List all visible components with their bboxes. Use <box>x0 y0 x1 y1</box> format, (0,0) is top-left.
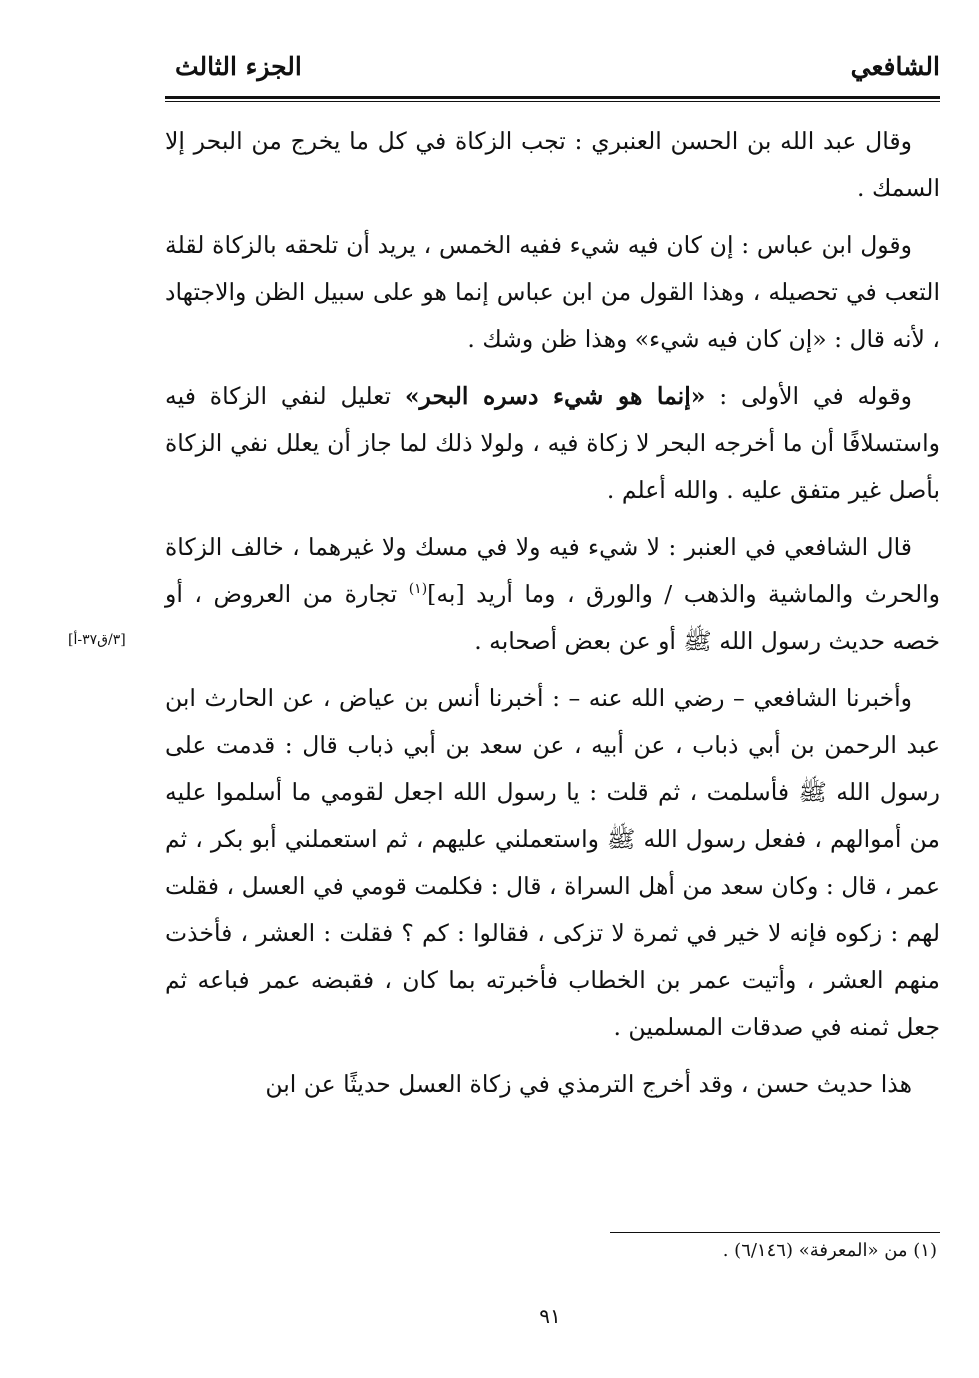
page-number: ٩١ <box>539 1304 561 1328</box>
part-title: الجزء الثالث <box>175 52 302 81</box>
book-title: الشافعي <box>850 52 940 81</box>
footnote: (١) من «المعرفة» (٦/١٤٦) . <box>722 1240 937 1261</box>
header-rule-thick <box>165 96 940 99</box>
paragraph-2: وقول ابن عباس : إن كان فيه شيء ففيه الخمس ، يريد أن تلحقه بالزكاة لقلة التعب في تحصيله ، وهذا القول من ابن عباس إنما هو على سبيل الظن والاجتهاد ، لأنه قال : «إن كان فيه شيء» وهذا ظن وشك . <box>165 231 940 353</box>
p3-text-before: وقوله في الأولى : <box>705 382 912 410</box>
footnote-reference: (١) <box>408 581 428 598</box>
page-header <box>165 52 940 94</box>
paragraph-6: هذا حديث حسن ، وقد أخرج الترمذي في زكاة العسل حديثًا عن ابن <box>265 1070 912 1098</box>
header-rule-thin <box>165 101 940 102</box>
paragraph-5: وأخبرنا الشافعي – رضي الله عنه – : أخبرنا أنس بن عياض ، عن الحارث ابن عبد الرحمن بن أبي ذباب ، عن أبيه ، عن سعد بن أبي ذباب قال : قدمت على رسول الله ﷺ فأسلمت ، ثم قلت : يا رسول الله اجعل لقومي ما أسلموا عليه من أموالهم ، ففعل رسول الله ﷺ واستعملني عليهم ، ثم استعملني أبو بكر ، ثم عمر ، قال : وكان سعد من أهل السراة ، قال : فكلمت قومي في العسل ، فقلت لهم : زكوه فإنه لا خير في ثمرة لا تزكى ، فقالوا : كم ؟ فقلت : العشر ، فأخذت منهم العشر ، وأتيت عمر بن الخطاب فأخبرته بما كان ، فقبضه عمر فباعه ثم جعل ثمنه في صدقات المسلمين . <box>165 684 940 1041</box>
paragraph-3 <box>165 373 940 514</box>
paragraph-1: وقال عبد الله بن الحسن العنبري : تجب الزكاة في كل ما يخرج من البحر إلا السمك . <box>165 127 940 202</box>
p3-quoted-bold: «إنما هو شيء دسره البحر» <box>404 382 706 410</box>
p4-text-before: قال الشافعي في العنبر : لا شيء فيه ولا في مسك ولا غيرهما ، خالف الزكاة والحرث والماشية والذهب / والورق ، وما أريد [به] <box>165 533 940 608</box>
paragraph-4 <box>165 524 940 665</box>
footnote-separator <box>610 1232 940 1233</box>
body-text <box>165 118 940 1118</box>
manuscript-margin-note: [٣/ق٣٧-أ] <box>68 632 126 648</box>
p4-text-after: تجارة من العروض ، أو خصه حديث رسول الله ﷺ أو عن بعض أصحابه . <box>165 580 940 655</box>
p3-text-after: تعليل لنفي الزكاة فيه واستسلافًا أن ما أخرجه البحر لا زكاة فيه ، ولولا ذلك لما جاز أن يعلل نفي الزكاة بأصل غير متفق عليه . والله أعلم . <box>165 382 940 504</box>
